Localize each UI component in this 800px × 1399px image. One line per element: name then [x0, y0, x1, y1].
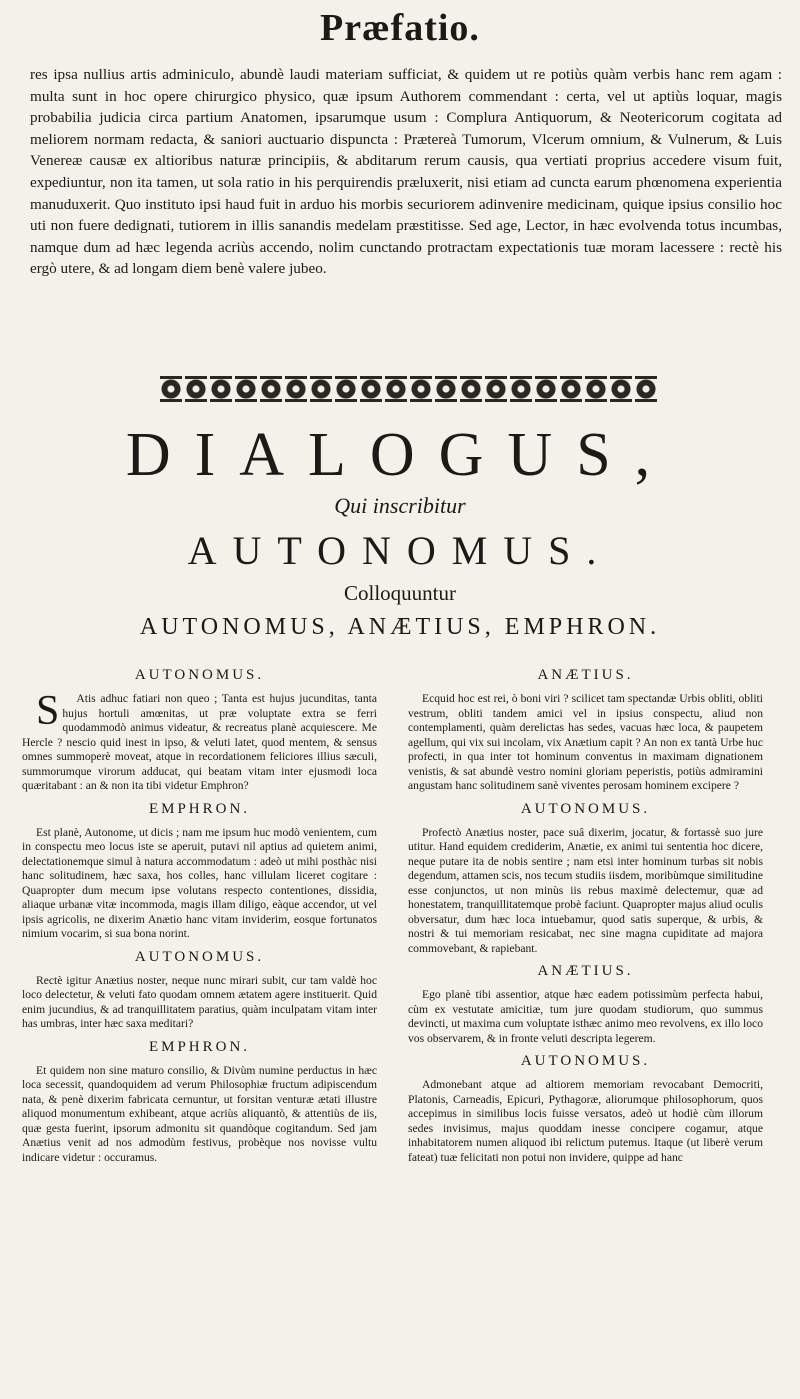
ornament-icon [585, 376, 607, 402]
ornament-icon [410, 376, 432, 402]
ornament-icon [485, 376, 507, 402]
ornament-icon [510, 376, 532, 402]
ornament-icon [635, 376, 657, 402]
ornament-icon [235, 376, 257, 402]
autonomus-title: AUTONOMUS. [187, 528, 613, 573]
speech-paragraph: Rectè igitur Anætius noster, neque nunc mirari subit, cur tam valdè hoc loco delectetur, & veluti fato quodam omnem ætatem agere instituerit. Quid enim jucundius, & ad tranquillitatem paratius, quàm inculpatam vitam inter has umbras, inter hæc saxa meditari? [22, 973, 377, 1030]
right-column [408, 660, 763, 1169]
ornament-icon [160, 376, 182, 402]
ornament-icon [560, 376, 582, 402]
speaker-heading: AUTONOMUS. [520, 1053, 651, 1069]
ornament-icon [385, 376, 407, 402]
ornament-band [160, 376, 660, 404]
speech-paragraph: Profectò Anætius noster, pace suâ dixerim, jocatur, & fortassè suo jure utitur. Hand equidem crediderim, Anætie, ex animi tui sententia hoc dicere, neque putare ita de nobis sentire ; nam etsi inter hominum turbas sit nobis degendum, attamen scis, nos tecum studiis iisdem, moribùmque similitudine esse conjunctos, ut non minùs iis rebus maximè delectemur, quæ ad honestatem, tranquillitatemque probè faciunt. Quapropter majus aliud oculis obversatur, dum hæc loca intuebamur, quod satis superque, & urbis, & nostri & tui memoriam resicabat, nec sine magna cupiditate ad majora commovebant, & rapiebant. [408, 825, 763, 955]
ornament-icon [335, 376, 357, 402]
ornament-icon [460, 376, 482, 402]
dialogus-title: DIALOGUS, [125, 421, 675, 489]
ornament-icon [610, 376, 632, 402]
speaker-heading: ANÆTIUS. [537, 963, 634, 979]
speaker-heading: EMPHRON. [148, 800, 251, 817]
preface-text: res ipsa nullius artis adminiculo, abundè laudi materiam sufficiat, & quidem ut re potiùs quàm verbis hanc rem agam : multa sunt in hoc opere chirurgico physico, quæ ipsum Authorem commendant : certa, vel ut aptiùs loquar, magis probabilia judicia circa partium Anatomen, ipsarumque usum : Complura Antiquorum, & Neotericorum cogitata ad meliorem normam redacta, & saniori auctuario dispuncta : Prætereà Tumorum, Vlcerum omnium, & Vulnerum, & Luis Venereæ causæ ex altioribus naturæ principiis, & abditarum rerum causis, qua vertiati proprius accedere visum fuit, expediuntur, non ita tamen, ut sola ratio in his perquirendis præluxerit, nisi etiam ad cuncta earum phœnomena experientia manuduxerit. Quo instituto ipsi haud fuit in arduo his morbis securiorem adinvenire medicinam, quique ipsius consilio hoc uti non fuere dedignati, tutiorem in illis sanandis medelam præstitisse. Sed age, Lector, in hæc evolvenda totus incumbas, namque dum ad hæc legenda acriùs accendo, nolim cunctando protractam expectationis tuæ moram lacessere : rectè his ergò utere, & ad longam diem benè valere jubeo. [30, 66, 782, 278]
ornament-icon [285, 376, 307, 402]
speaker-heading: AUTONOMUS. [134, 948, 265, 965]
ornament-icon [310, 376, 332, 402]
speaker-heading: AUTONOMUS. [134, 667, 265, 683]
speaker-heading: EMPHRON. [148, 1038, 251, 1055]
speaker-heading: ANÆTIUS. [537, 667, 634, 683]
speaker-heading: AUTONOMUS. [520, 800, 651, 817]
speech-paragraph: Est planè, Autonome, ut dicis ; nam me ipsum huc modò venientem, cum in conspectu meo locus iste se aperuit, putavi nil aptius ad quietem animi, delectationemque simul à natura accommodatum : adeò ut mihi posthàc nisi hanc solitudinem, hæc saxa, hos colles, hanc villulam liceret cogitare : Quapropter dum mecum ipse volutans respecto contentiones, dissidia, aliaque urbanæ vitæ incommoda, magis illam diligo, eàque accendor, ut vel ipsis agricolis, ne dixerim Anætio hanc vitam inviderim, eosque fortunatos nimium vocarim, si sua bona norint. [22, 825, 377, 940]
speech-paragraph: Admonebant atque ad altiorem memoriam revocabant Democriti, Platonis, Carneadis, Epicuri, Pythagoræ, aliorumque philosophorum, quos accepimus in similibus locis fuisse versatos, adeò ut hodiè cùm illorum sedes invisimus, majus quoddam inesse concipere cogamur, atque inhabitatorem numen aliquod ibi relictum putemus. Itaque (ut liberè verum fateat) tuæ felicitati non potui non invidere, quippe ad hanc [408, 1078, 763, 1164]
subtitle-qui: Qui inscribitur [334, 493, 466, 518]
speakers-line: AUTONOMUS, ANÆTIUS, EMPHRON. [139, 614, 661, 640]
speech-paragraph: Ecquid hoc est rei, ò boni viri ? scilicet tam spectandæ Urbis obliti, obliti vestrum, obliti tandem amici vel in ipsius conspectu, aliud non contemplamenti, quàm derelictas has sedes, vacuas hæc loca, & paupetem agellum, qui vix sui incolam, vix Anætium capit ? An non ex tantà Urbe huc profecti, in qua inter tot hominum conventus in maximam dignationem venistis, & sat abundè vestro nomini gloriam peperistis, potiùs admiramini angustam hanc solitudinem sanè viventes perosam hominem excipere ? [408, 692, 763, 792]
ornament-icon [535, 376, 557, 402]
ornament-icon [210, 376, 232, 402]
speech-paragraph: Ego planè tibi assentior, atque hæc eadem potissimùm perfecta habui, cùm ex vestutate amicitiæ, tum jure quodam studiorum, quo summus devincti, ut maxima cum voluptate isthæc animo meo revolvens, ex illo loco vos observarem, & in fronte veluti descripta legerem. [408, 988, 763, 1045]
running-head: Præfatio. [320, 7, 480, 49]
ornament-icon [360, 376, 382, 402]
left-column [22, 660, 377, 1169]
colloquuntur-label: Colloquuntur [343, 581, 456, 605]
ornament-icon [185, 376, 207, 402]
speech-paragraph: SAtis adhuc fatiari non queo ; Tanta est hujus jucunditas, tanta hujus hortuli amœnitas, ut præ voluptate extra se ferri quodammodò animus videatur, & recreatus planè acquiescere. Me Hercle ? nescio quid inest in ipso, & veluti latet, quod mentem, & sensus omnes summoperè moveat, atque in recordationem feliciores illius sæculi, summorumque virorum adducat, qui beatam vitam inter ejusmodi loca quæritabant : an & non ita tibi videtur Emphron? [22, 688, 377, 792]
ornament-icon [435, 376, 457, 402]
ornament-icon [260, 376, 282, 402]
speech-paragraph: Et quidem non sine maturo consilio, & Divùm numine perductus in hæc loca secessit, quandoquidem ad verum Philosophiæ fructum adipiscendum nata, & penè dixerim fabricata cernuntur, ut forsitan venturæ ætati illustre aliquod monumentum exhibeant, atque acriùs aliquantò, & attentiùs de iis, quæ gesta fuerint, ipsorum admonitu sit quandòque cogitandum. Sed jam Anætius venit ad nos admodùm festivus, probèque nos novisse vultu indicare videtur : occuramus. [22, 1063, 377, 1164]
